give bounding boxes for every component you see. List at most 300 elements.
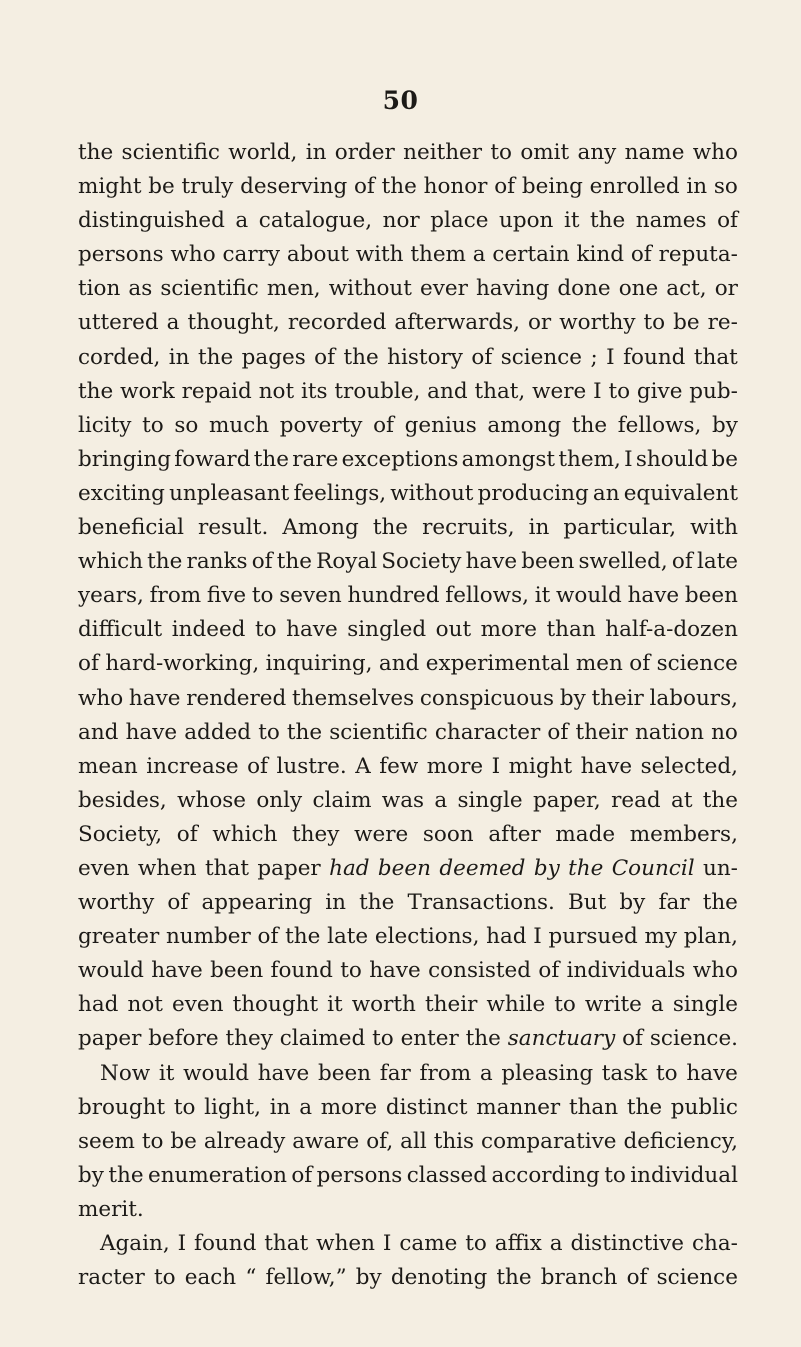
word: the [381, 174, 417, 200]
word: thought, [187, 310, 280, 336]
word: who [78, 685, 124, 711]
word: increase [146, 753, 239, 779]
word: far [379, 1060, 411, 1086]
word: was [381, 787, 425, 813]
word: found [623, 344, 686, 370]
word: honor [423, 174, 488, 200]
word: nor [382, 208, 420, 234]
word: to [490, 140, 512, 165]
word: distinguished [78, 208, 225, 234]
word: science [656, 651, 738, 677]
word: which [78, 549, 144, 575]
word: that [264, 1231, 309, 1256]
word: in [269, 1094, 291, 1120]
word: of [717, 208, 738, 234]
word: of [353, 174, 375, 200]
word: in [686, 174, 708, 200]
word: might [78, 174, 142, 200]
word: Among [282, 515, 359, 541]
word: worthy [559, 310, 636, 336]
word: trouble, [334, 378, 421, 404]
word: it [327, 992, 343, 1018]
word: to [608, 378, 631, 404]
text-line [78, 1057, 738, 1091]
word: had [486, 924, 527, 950]
word: neither [403, 140, 483, 165]
text-line [78, 511, 738, 545]
word: might [508, 753, 573, 779]
word: have [128, 685, 181, 711]
word: public [670, 1094, 738, 1120]
text-line [78, 477, 738, 511]
word: have [369, 958, 421, 984]
word: without [390, 480, 474, 506]
word: individual [630, 1162, 738, 1188]
word: unpleasant [169, 480, 290, 506]
word: genius [404, 412, 477, 438]
word: carry [222, 242, 281, 268]
word: men, [266, 276, 321, 302]
word: of [471, 344, 493, 370]
word: be [711, 446, 738, 472]
word: have [257, 1060, 310, 1086]
text-line [78, 306, 738, 340]
word: “ [245, 1265, 257, 1291]
word: late [696, 549, 738, 575]
word: scientific [160, 276, 259, 302]
word: act, [666, 276, 707, 302]
word: a [299, 1094, 313, 1120]
word: in [528, 515, 550, 541]
text-line [78, 1227, 738, 1261]
word: the [702, 787, 738, 813]
word: distinctive [570, 1231, 685, 1256]
word: members, [629, 821, 738, 847]
word: lustre. [276, 753, 347, 779]
text-line [78, 272, 738, 306]
word: persons [316, 1162, 403, 1188]
word: any [577, 140, 617, 165]
word: the [276, 549, 312, 575]
text-line [78, 886, 738, 920]
word: years, [78, 583, 144, 609]
text-line [78, 954, 738, 988]
word: poverty [279, 412, 363, 438]
word: they [292, 821, 340, 847]
word: added [184, 719, 252, 745]
text-line [78, 1091, 738, 1125]
word: been [317, 1060, 372, 1086]
word: only [256, 787, 303, 813]
word: greater [78, 924, 160, 950]
word: soon [422, 821, 474, 847]
text-line [78, 1261, 738, 1295]
italic-word: deemed [439, 855, 526, 881]
word: who [692, 140, 738, 165]
word: I [382, 1231, 392, 1256]
word: conspicuous [419, 685, 555, 711]
italic-word: had [329, 855, 370, 881]
word: ; [590, 344, 598, 370]
word: to [643, 310, 666, 336]
word: the [286, 719, 323, 745]
word: repaid [181, 378, 252, 404]
word: to [173, 1094, 196, 1120]
word: manner [476, 1094, 561, 1120]
word: of [373, 412, 394, 438]
word: racter [78, 1265, 145, 1291]
page-number: 50 [382, 86, 419, 115]
word: catalogue, [258, 208, 373, 234]
text-line [78, 682, 738, 716]
word: having [475, 276, 550, 302]
word: the [702, 890, 738, 916]
word: of [547, 719, 569, 745]
word: fellows, [445, 583, 529, 609]
word: it [534, 583, 551, 609]
word: particular, [563, 515, 677, 541]
word: of [291, 1162, 313, 1188]
word: that [693, 344, 738, 370]
text-line [78, 579, 738, 613]
word: so [713, 174, 738, 200]
word: of [538, 958, 560, 984]
word: pursued [548, 924, 638, 950]
word: single [672, 992, 738, 1018]
word: few [379, 753, 419, 779]
word: science [656, 1265, 738, 1291]
word: aware [292, 1128, 360, 1154]
word: Transactions. [407, 890, 555, 916]
word: whose [177, 787, 247, 813]
word: rendered [186, 685, 287, 711]
word: would [78, 958, 144, 984]
word: science. [649, 1026, 739, 1052]
word: ranks [186, 549, 248, 575]
word: beneficial [78, 515, 185, 541]
word: them, [558, 446, 621, 472]
word: have [627, 583, 680, 609]
word: classed [406, 1162, 488, 1188]
word: and [378, 651, 420, 677]
word: of [494, 174, 516, 200]
word: of, [366, 1128, 394, 1154]
word: But [567, 890, 607, 916]
word: have [286, 617, 338, 643]
word: than [568, 1094, 619, 1120]
word: Society, [78, 821, 163, 847]
word: besides, [78, 787, 167, 813]
word: a [472, 242, 486, 268]
word: I [593, 378, 602, 404]
word: merit. [78, 1196, 144, 1222]
word: single [457, 787, 523, 813]
word: should [635, 446, 709, 472]
word: to [604, 1162, 626, 1188]
text-line [78, 545, 738, 579]
word: or [714, 276, 738, 302]
word: have [686, 1060, 738, 1086]
word: swelled, [578, 549, 668, 575]
word: pub- [689, 378, 738, 404]
text-line [78, 818, 738, 852]
word: paper, [532, 787, 601, 813]
word: elections, [374, 924, 480, 950]
word: history [387, 344, 463, 370]
word: among [487, 412, 562, 438]
word: affix [494, 1231, 542, 1256]
word: be [148, 174, 175, 200]
word: uttered [78, 310, 159, 336]
word: their [424, 992, 478, 1018]
word: one [618, 276, 659, 302]
word: so [174, 412, 199, 438]
word: enumeration [147, 1162, 287, 1188]
word: result. [198, 515, 269, 541]
word: to [142, 412, 164, 438]
word: have [580, 753, 633, 779]
word: by [559, 685, 586, 711]
italic-word: been [377, 855, 431, 881]
word: the [571, 412, 608, 438]
word: fellows, [617, 412, 702, 438]
word: be [673, 310, 700, 336]
text-line [78, 341, 738, 375]
word: would [555, 583, 622, 609]
word: of [167, 890, 189, 916]
word: Society [381, 549, 462, 575]
word: experimental [425, 651, 570, 677]
word: hard-working, [105, 651, 260, 677]
word: thought [232, 992, 319, 1018]
word: made [555, 821, 616, 847]
word: been [684, 583, 738, 609]
text-line [78, 375, 738, 409]
word: the [253, 446, 289, 472]
word: more [320, 1094, 378, 1120]
italic-word: by [533, 855, 560, 881]
word: while [486, 992, 546, 1018]
word: that [205, 855, 249, 881]
word: the [285, 924, 321, 950]
word: each [184, 1265, 237, 1291]
word: to [251, 583, 274, 609]
word: men [575, 651, 623, 677]
word: have [151, 958, 203, 984]
word: who [170, 242, 216, 268]
word: and [78, 719, 119, 745]
word: difficult [78, 617, 163, 643]
word: of [626, 1265, 648, 1291]
italic-word: sanctuary [507, 1026, 616, 1052]
word: place [430, 208, 489, 234]
word: this [433, 1128, 475, 1154]
word: I [177, 1231, 187, 1256]
word: light, [204, 1094, 261, 1120]
word: singled [347, 617, 427, 643]
word: half-a-dozen [605, 617, 738, 643]
word: I [624, 446, 633, 472]
word: a [434, 787, 448, 813]
word: worthy [78, 890, 155, 916]
word: certain [492, 242, 570, 268]
word: even [78, 855, 130, 881]
word: of [251, 549, 273, 575]
word: with [690, 515, 738, 541]
word: themselves [292, 685, 415, 711]
word: un- [702, 855, 738, 881]
word: brought [78, 1094, 166, 1120]
word: the [626, 1094, 663, 1120]
word: claimed [279, 1026, 366, 1052]
word: the [359, 890, 395, 916]
word: were [532, 378, 587, 404]
italic-word: Council [611, 855, 695, 881]
word: would [183, 1060, 249, 1086]
word: scientific [121, 140, 220, 165]
word: exceptions [341, 446, 459, 472]
word: being [521, 174, 583, 200]
word: no [711, 719, 738, 745]
word: already [203, 1128, 286, 1154]
word: much [209, 412, 270, 438]
word: by [78, 1162, 104, 1188]
word: the [372, 515, 409, 541]
word: plan, [683, 924, 738, 950]
word: upon [499, 208, 554, 234]
word: who [692, 958, 738, 984]
word: in [168, 344, 190, 370]
text-line [78, 443, 738, 477]
word: of [630, 242, 652, 268]
word: labours, [649, 685, 738, 711]
word: their [591, 685, 644, 711]
word: tion [78, 276, 121, 302]
word: with [355, 242, 404, 268]
word: came [399, 1231, 458, 1256]
word: its [300, 378, 328, 404]
word: fellow,” [265, 1265, 347, 1291]
italic-word: the [568, 855, 604, 881]
word: to [258, 719, 280, 745]
word: of [622, 1026, 644, 1052]
text-line [78, 1193, 738, 1227]
word: in [325, 890, 346, 916]
word: a [650, 992, 664, 1018]
word: of [671, 549, 693, 575]
word: pages [241, 344, 306, 370]
word: my [644, 924, 678, 950]
word: names [635, 208, 707, 234]
word: world, [228, 140, 298, 165]
word: Again, [100, 1231, 170, 1256]
word: not [127, 992, 163, 1018]
word: paper [78, 1026, 142, 1052]
word: all [400, 1128, 427, 1154]
text-line [78, 1159, 738, 1193]
text-line [78, 204, 738, 238]
word: when [316, 1231, 375, 1256]
word: the [147, 549, 183, 575]
word: re- [707, 310, 738, 336]
word: it [563, 208, 580, 234]
word: to [372, 1026, 394, 1052]
word: have [465, 549, 518, 575]
word: be [170, 1128, 197, 1154]
word: character [434, 719, 541, 745]
word: from [419, 1060, 472, 1086]
word: producing [477, 480, 589, 506]
word: rare [292, 446, 339, 472]
word: than [546, 617, 596, 643]
word: read [611, 787, 661, 813]
word: by [619, 890, 646, 916]
text-line [78, 136, 738, 170]
word: the [590, 208, 626, 234]
word: afterwards, [394, 310, 520, 336]
word: Royal [316, 549, 378, 575]
word: the [465, 1026, 501, 1052]
text-line [78, 1022, 738, 1056]
word: even [172, 992, 224, 1018]
word: the [496, 1265, 532, 1291]
word: a [549, 1231, 563, 1256]
word: without [328, 276, 412, 302]
word: ever [419, 276, 468, 302]
word: according [491, 1162, 600, 1188]
text-line [78, 920, 738, 954]
word: kind [576, 242, 624, 268]
word: name [624, 140, 685, 165]
word: deficiency, [623, 1128, 738, 1154]
word: feelings, [293, 480, 387, 506]
word: equivalent [623, 480, 738, 506]
word: the [108, 1162, 144, 1188]
word: task [601, 1060, 648, 1086]
word: foward [174, 446, 251, 472]
word: truly [181, 174, 234, 200]
word: licity [78, 412, 132, 438]
word: deserving [240, 174, 348, 200]
word: claim [312, 787, 372, 813]
word: by [355, 1265, 382, 1291]
word: at [671, 787, 693, 813]
word: reputa- [658, 242, 738, 268]
word: science [500, 344, 583, 370]
word: to [340, 958, 362, 984]
word: in [305, 140, 327, 165]
word: enrolled [589, 174, 680, 200]
word: more [480, 617, 537, 643]
word: been [521, 549, 575, 575]
word: give [636, 378, 683, 404]
word: I [606, 344, 615, 370]
word: been [210, 958, 264, 984]
word: I [533, 924, 542, 950]
word: of [314, 344, 336, 370]
word: of [257, 924, 279, 950]
word: the [343, 344, 379, 370]
word: of [78, 651, 99, 677]
word: to [255, 617, 277, 643]
word: or [527, 310, 552, 336]
word: to [141, 1128, 164, 1154]
word: nation [634, 719, 704, 745]
text-line [78, 170, 738, 204]
word: found [194, 1231, 257, 1256]
word: that, [474, 378, 526, 404]
word: of [247, 753, 268, 779]
